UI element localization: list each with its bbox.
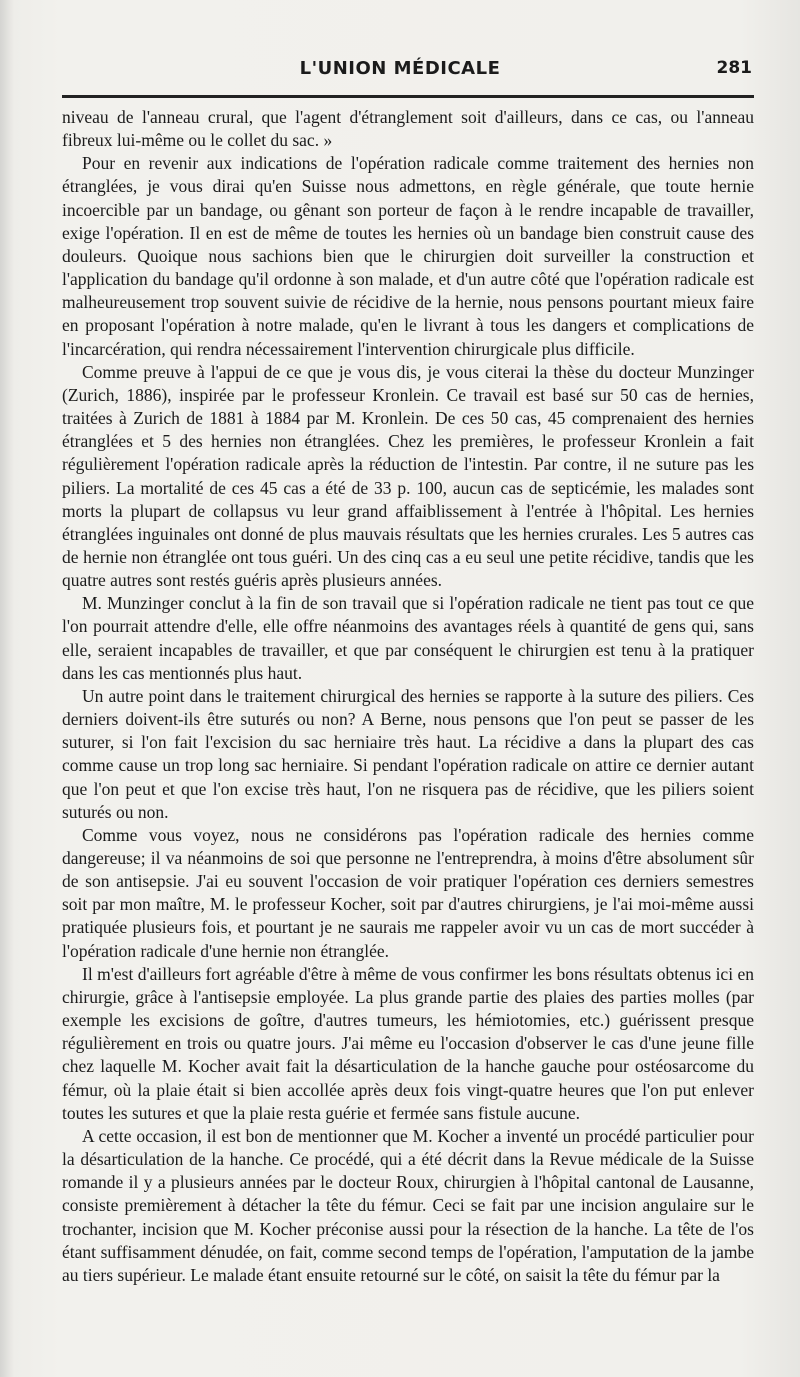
article-body bbox=[62, 106, 754, 1287]
page-number: 281 bbox=[716, 58, 752, 78]
paragraph: Un autre point dans le traitement chirurgical des hernies se rapporte à la suture des piliers. Ces derniers doivent-ils être suturés ou non? A Berne, nous pensons que l'on peut se passer de les suturer, si l'on fait l'excision du sac herniaire très haut. La récidive a dans la plupart des cas comme cause un trop long sac herniaire. Si pendant l'opération radicale on attire ce dernier autant que l'on peut et que l'on excise très haut, l'on ne risquera pas de récidive, que les piliers soient suturés ou non. bbox=[62, 685, 754, 822]
paragraph: M. Munzinger conclut à la fin de son travail que si l'opération radicale ne tient pas tout ce que l'on pourrait attendre d'elle, elle offre néanmoins des avantages réels à quantité de gens qui, sans elle, seraient incapables de travailler, et que par conséquent le chirurgien est tenu à la pratiquer dans les cas mentionnés plus haut. bbox=[62, 593, 754, 683]
paragraph: Comme preuve à l'appui de ce que je vous dis, je vous citerai la thèse du docteur Munzinger (Zurich, 1886), inspirée par le professeur Kronlein. Ce travail est basé sur 50 cas de hernies, traitées à Zurich de 1881 à 1884 par M. Kronlein. De ces 50 cas, 45 comprenaient des hernies étranglées et 5 des hernies non étranglées. Chez les premières, le professeur Kronlein a fait régulièrement l'opération radicale après la réduction de l'intestin. Par contre, il ne suture pas les piliers. La mortalité de ces 45 cas a été de 33 p. 100, aucun cas de septicémie, les malades sont morts la plupart de collapsus vu leur grand affaiblissement à l'entrée à l'hôpital. Les hernies étranglées inguinales ont donné de plus mauvais résultats que les hernies crurales. Les 5 autres cas de hernie non étranglée ont tous guéri. Un des cinq cas a eu seul une petite récidive, tandis que les quatre autres sont restés guéris après plusieurs années. bbox=[62, 361, 754, 591]
running-title: L'UNION MÉDICALE bbox=[299, 58, 501, 79]
paragraph: niveau de l'anneau crural, que l'agent d'étranglement soit d'ailleurs, dans ce cas, ou l'anneau fibreux lui-même ou le collet du sac. » bbox=[62, 107, 754, 151]
paragraph: Pour en revenir aux indications de l'opération radicale comme traitement des hernies non étranglées, je vous dirai qu'en Suisse nous admettons, en règle générale, que toute hernie incoercible par un bandage, ou gênant son porteur de façon à le rendre incapable de travailler, exige l'opération. Il en est de même de toutes les hernies où un bandage bien construit cause des douleurs. Quoique nous sachions bien que le chirurgien doit surveiller la construction et l'application du bandage qu'il ordonne à son malade, et d'un autre côté que l'opération radicale est malheureusement trop souvent suivie de récidive de la hernie, nous pensons pourtant mieux faire en proposant l'opération à notre malade, qu'en le livrant à tous les dangers et complications de l'incarcération, qui rendra nécessairement l'intervention chirurgicale plus difficile. bbox=[62, 153, 754, 359]
paragraph: Il m'est d'ailleurs fort agréable d'être à même de vous confirmer les bons résultats obtenus ici en chirurgie, grâce à l'antisepsie employée. La plus grande partie des plaies des parties molles (par exemple les excisions de goître, d'autres tumeurs, les hémiotomies, etc.) guérissent presque régulièrement en trois ou quatre jours. J'ai même eu l'occasion d'observer le cas d'une jeune fille chez laquelle M. Kocher avait fait la désarticulation de la hanche gauche pour ostéosarcome du fémur, où la plaie était si bien accollée après deux fois vingt-quatre heures que l'on put enlever toutes les sutures et que la plaie resta guérie et fermée sans fistule aucune. bbox=[62, 963, 754, 1123]
paragraph: A cette occasion, il est bon de mentionner que M. Kocher a inventé un procédé particulier pour la désarticulation de la hanche. Ce procédé, qui a été décrit dans la Revue médicale de la Suisse romande il y a plusieurs années par le docteur Roux, chirurgien à l'hôpital cantonal de Lausanne, consiste premièrement à détacher la tête du fémur. Ceci se fait par une incision angulaire sur le trochanter, incision que M. Kocher préconise aussi pour la résection de la hanche. La tête de l'os étant suffisamment dénudée, on fait, comme second temps de l'opération, l'amputation de la jambe au tiers supérieur. Le malade étant ensuite retourné sur le côté, on saisit la tête du fémur par la bbox=[62, 1125, 754, 1285]
header-rule bbox=[62, 95, 754, 98]
paragraph: Comme vous voyez, nous ne considérons pas l'opération radicale des hernies comme dangereuse; il va néanmoins de soi que personne ne l'entreprendra, à moins d'être absolument sûr de son antisepsie. J'ai eu souvent l'occasion de voir pratiquer l'opération ces derniers semestres soit par mon maître, M. le professeur Kocher, soit par d'autres chirurgiens, je l'ai moi-même aussi pratiquée plusieurs fois, et pourtant je ne saurais me rappeler avoir vu un cas de mort succéder à l'opération radicale d'une hernie non étranglée. bbox=[62, 824, 754, 961]
page-header bbox=[0, 58, 800, 86]
